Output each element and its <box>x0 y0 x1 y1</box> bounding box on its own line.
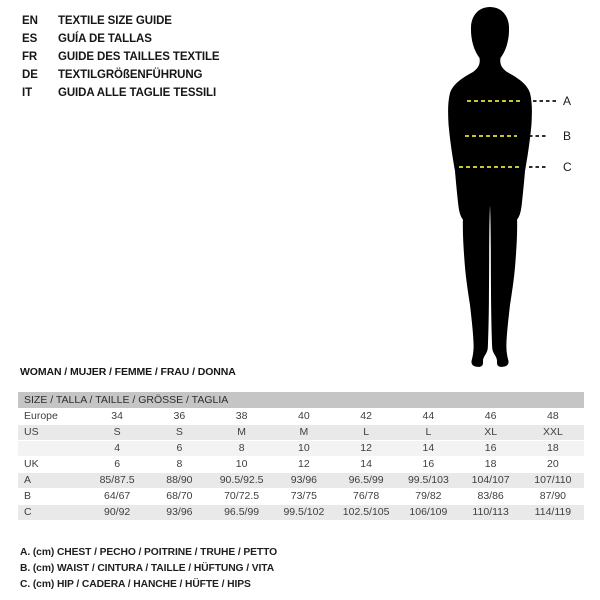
table-cell: 68/70 <box>166 490 193 502</box>
table-cell: 10 <box>235 458 248 470</box>
table-cell: 70/72.5 <box>224 490 260 502</box>
table-cell: 96.5/99 <box>224 506 260 518</box>
row-label: Europe <box>24 410 58 422</box>
table-cell: 8 <box>238 442 245 454</box>
language-title-list <box>22 12 220 102</box>
table-cell: 106/109 <box>409 506 448 518</box>
table-cell: 16 <box>422 458 435 470</box>
table-cell: 6 <box>114 458 121 470</box>
table-cell: 14 <box>360 458 372 470</box>
legend-line: B. (cm) WAIST / CINTURA / TAILLE / HÜFTUNG / VITA <box>20 563 275 574</box>
table-cell: S <box>113 426 121 438</box>
table-cell: 12 <box>360 442 372 454</box>
language-code: IT <box>22 87 33 99</box>
table-cell: 90.5/92.5 <box>219 474 264 486</box>
table-section-title: WOMAN / MUJER / FEMME / FRAU / DONNA <box>20 366 236 378</box>
table-cell: 99.5/102 <box>283 506 325 518</box>
table-row <box>18 457 584 472</box>
size-table <box>18 392 584 521</box>
measurement-legend <box>20 545 277 593</box>
row-label: A <box>24 474 32 486</box>
table-cell: 6 <box>176 442 183 454</box>
language-title: TEXTILGRÖßENFÜHRUNG <box>58 69 203 81</box>
table-cell: 46 <box>484 410 497 422</box>
table-row <box>18 441 584 456</box>
table-cell: 107/110 <box>534 474 572 486</box>
row-label: UK <box>24 458 39 470</box>
language-code: EN <box>22 15 38 27</box>
table-cell: M <box>299 426 309 438</box>
language-code: DE <box>22 69 38 81</box>
language-title: GUIDA ALLE TAGLIE TESSILI <box>58 87 217 99</box>
table-cell: M <box>237 426 246 438</box>
table-cell: L <box>363 426 370 438</box>
language-row <box>22 66 220 84</box>
language-title: TEXTILE SIZE GUIDE <box>58 15 172 27</box>
table-cell: 12 <box>298 458 310 470</box>
table-cell: 102.5/105 <box>342 506 390 518</box>
language-row <box>22 48 220 66</box>
table-cell: 16 <box>484 442 497 454</box>
table-row <box>18 489 584 504</box>
table-cell: 87/90 <box>539 490 567 502</box>
marker-label-b: B <box>563 129 572 143</box>
table-cell: S <box>175 426 183 438</box>
table-cell: 83/86 <box>477 490 504 502</box>
language-title: GUÍA DE TALLAS <box>58 33 152 45</box>
table-cell: 96.5/99 <box>348 474 384 486</box>
language-code: ES <box>22 33 38 45</box>
row-label: C <box>24 506 32 518</box>
table-cell: 44 <box>422 410 435 422</box>
table-row <box>18 425 584 440</box>
table-cell: 90/92 <box>103 506 131 518</box>
woman-silhouette-figure <box>418 4 578 372</box>
table-cell: 88/90 <box>166 474 193 486</box>
table-cell: 93/96 <box>166 506 193 518</box>
marker-label-a: A <box>563 94 572 108</box>
table-cell: 93/96 <box>290 474 318 486</box>
row-label <box>18 441 86 456</box>
table-cell: XXL <box>542 426 563 438</box>
table-cell: 64/67 <box>103 490 131 502</box>
legend-line: A. (cm) CHEST / PECHO / POITRINE / TRUHE / PETTO <box>20 547 278 558</box>
size-table-body <box>18 409 584 520</box>
table-cell: 42 <box>360 410 372 422</box>
row-label: B <box>24 490 32 502</box>
table-cell: 18 <box>484 458 497 470</box>
table-cell: 14 <box>422 442 435 454</box>
language-code: FR <box>22 51 38 63</box>
table-cell: XL <box>484 426 498 438</box>
table-cell: 38 <box>235 410 248 422</box>
table-cell: 104/107 <box>471 474 510 486</box>
table-cell: 40 <box>298 410 310 422</box>
table-cell: 20 <box>547 458 559 470</box>
table-cell: 79/82 <box>415 490 442 502</box>
table-cell: 73/75 <box>290 490 318 502</box>
table-cell: 48 <box>547 410 559 422</box>
table-row <box>18 505 584 520</box>
table-cell: L <box>425 426 432 438</box>
table-cell: 4 <box>114 442 121 454</box>
table-cell: 99.5/103 <box>407 474 449 486</box>
table-cell: 18 <box>547 442 559 454</box>
language-title: GUIDE DES TAILLES TEXTILE <box>58 51 220 63</box>
table-cell: 36 <box>173 410 186 422</box>
table-cell: 8 <box>176 458 183 470</box>
table-cell: 76/78 <box>352 490 380 502</box>
marker-label-c: C <box>563 160 572 174</box>
table-row <box>18 473 584 488</box>
language-row <box>22 12 220 30</box>
language-row <box>22 84 220 102</box>
row-label: US <box>24 426 39 438</box>
size-table-header: SIZE / TALLA / TAILLE / GRÖSSE / TAGLIA <box>18 392 584 408</box>
legend-line: C. (cm) HIP / CADERA / HANCHE / HÜFTE / HIPS <box>20 579 251 590</box>
table-row <box>18 409 584 424</box>
table-cell: 114/119 <box>534 506 572 518</box>
table-cell: 85/87.5 <box>99 474 135 486</box>
table-cell: 10 <box>298 442 310 454</box>
table-cell: 34 <box>111 410 123 422</box>
language-row <box>22 30 220 48</box>
table-cell: 110/113 <box>472 506 509 518</box>
woman-silhouette <box>448 7 532 367</box>
